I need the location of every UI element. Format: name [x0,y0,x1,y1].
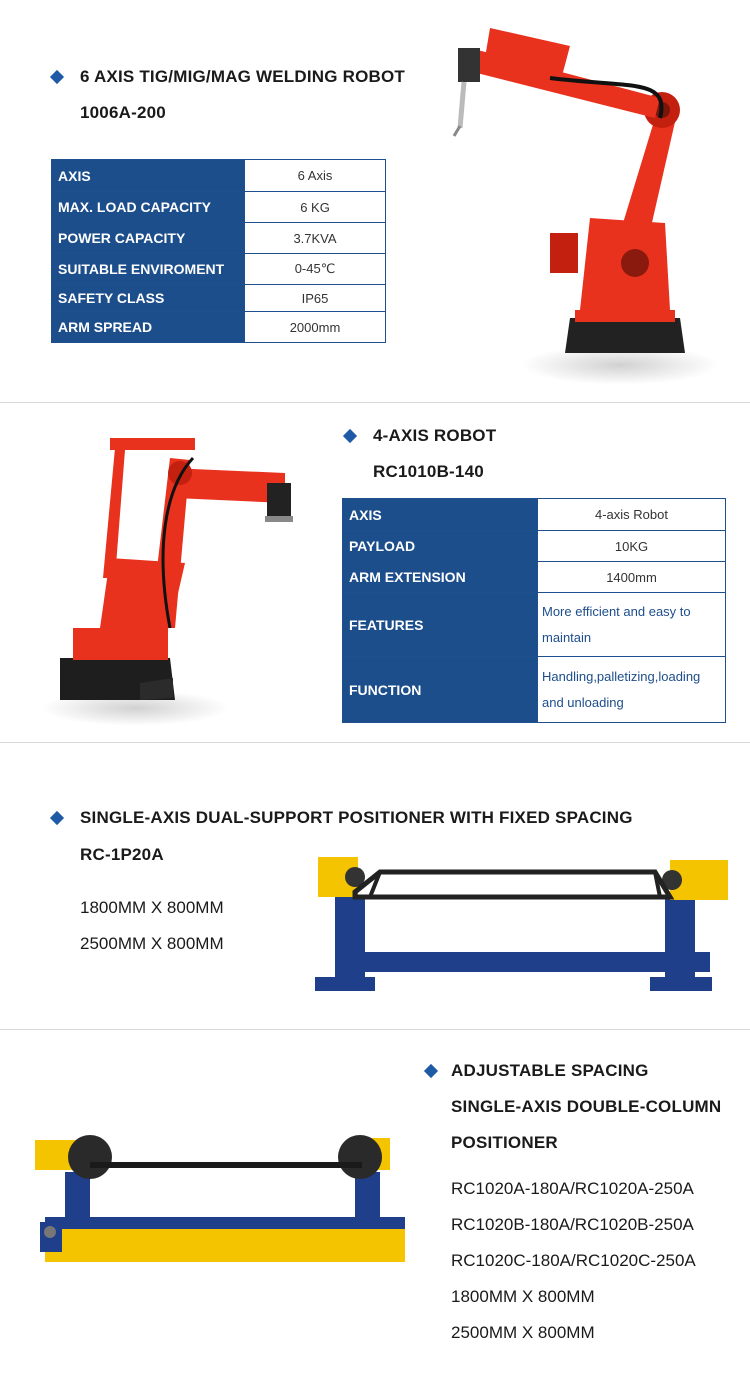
spec-value: 3.7KVA [245,223,386,254]
section4-model: RC1020A-180A/RC1020A-250A [451,1179,694,1198]
spec-value: 4-axis Robot [538,499,726,531]
spec-value: IP65 [245,285,386,312]
spec-label: FUNCTION [343,657,538,723]
spec-value: 2000mm [245,312,386,343]
bullet-diamond-icon [50,70,64,84]
adjustable-positioner-image [30,1122,415,1272]
spec-value: 6 Axis [245,160,386,192]
spec-value: 0-45℃ [245,254,386,285]
bullet-diamond-icon [50,811,64,825]
bullet-diamond-icon [343,429,357,443]
section2-spec-table [342,498,726,723]
section1-spec-table [51,159,386,343]
section3-title: SINGLE-AXIS DUAL-SUPPORT POSITIONER WITH FIXED SPACING [80,808,633,827]
spec-value: 10KG [538,531,726,562]
bullet-diamond-icon [424,1064,438,1078]
section2-model: RC1010B-140 [373,462,484,481]
section1-title: 6 AXIS TIG/MIG/MAG WELDING ROBOT [80,67,405,86]
section3-size: 1800MM X 800MM [80,898,224,917]
section4-size: 1800MM X 800MM [451,1287,595,1306]
spec-label: PAYLOAD [343,531,538,562]
section3-model: RC-1P20A [80,845,164,864]
spec-value: More efficient and easy to maintain [538,593,726,657]
spec-label: ARM SPREAD [52,312,245,343]
spec-value: 1400mm [538,562,726,593]
fixed-positioner-image [310,852,735,997]
spec-label: AXIS [52,160,245,192]
spec-label: ARM EXTENSION [343,562,538,593]
spec-value: 6 KG [245,192,386,223]
section2-title: 4-AXIS ROBOT [373,426,497,445]
spec-label: POWER CAPACITY [52,223,245,254]
spec-label: SAFETY CLASS [52,285,245,312]
spec-label: SUITABLE ENVIROMENT [52,254,245,285]
spec-value: Handling,palletizing,loading and unloading [538,657,726,723]
welding-robot-image [430,18,710,378]
section4-size: 2500MM X 800MM [451,1323,595,1342]
palletizing-robot-image [55,428,305,708]
spec-label: FEATURES [343,593,538,657]
section4-title-line: SINGLE-AXIS DOUBLE-COLUMN [451,1097,722,1116]
spec-label: AXIS [343,499,538,531]
section4-model: RC1020C-180A/RC1020C-250A [451,1251,696,1270]
section4-title-line: ADJUSTABLE SPACING [451,1061,649,1080]
spec-label: MAX. LOAD CAPACITY [52,192,245,223]
section4-model: RC1020B-180A/RC1020B-250A [451,1215,694,1234]
section3-size: 2500MM X 800MM [80,934,224,953]
section4-title-line: POSITIONER [451,1133,558,1152]
section1-model: 1006A-200 [80,103,166,122]
